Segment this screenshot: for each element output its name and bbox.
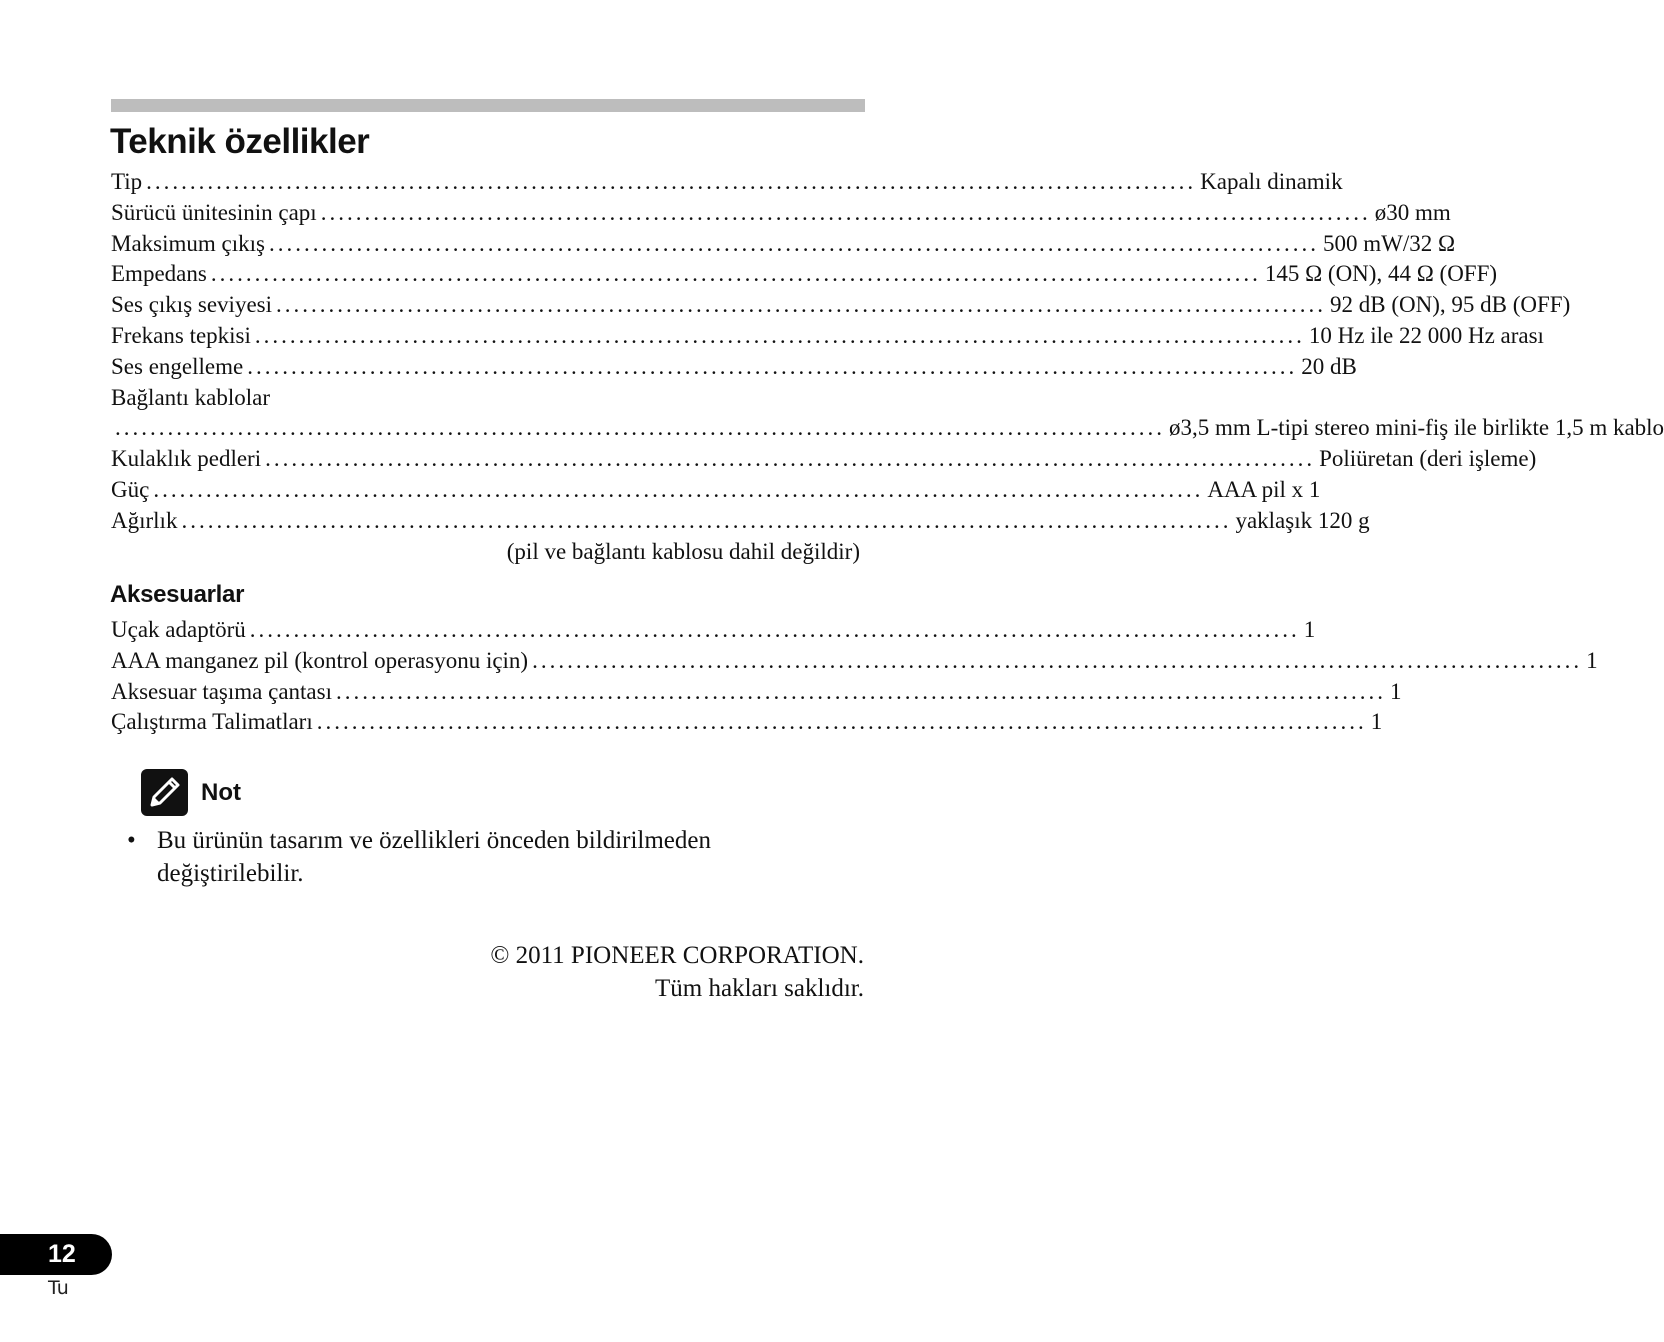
dot-leader: ........................................................................................................................ bbox=[254, 322, 1305, 348]
dot-leader: ........................................................................................................................ bbox=[146, 169, 1197, 194]
language-code: Tu bbox=[48, 1277, 69, 1299]
note-item bbox=[127, 824, 807, 890]
accessory-row-value: 1 bbox=[1586, 647, 1598, 673]
spec-row-value: 92 dB (ON), 95 dB (OFF) bbox=[1330, 292, 1571, 318]
spec-row-label: Frekans tepkisi bbox=[111, 322, 251, 348]
spec-row bbox=[111, 475, 1321, 506]
bullet: • bbox=[127, 827, 136, 854]
spec-row-label: Bağlantı kablolar bbox=[111, 384, 271, 410]
accessory-row-value: 1 bbox=[1370, 709, 1383, 735]
spec-row bbox=[111, 229, 1456, 260]
dot-leader: ........................................................................................................................ bbox=[276, 292, 1326, 318]
accessory-row bbox=[111, 677, 1402, 708]
dot-leader: ........................................................................................................................ bbox=[181, 507, 1232, 533]
dot-leader: ........................................................................................................................ bbox=[265, 446, 1316, 472]
spec-row-value: 500 mW/32 Ω bbox=[1322, 230, 1456, 256]
spec-row bbox=[111, 167, 1343, 198]
dot-leader: ........................................................................................................................ bbox=[532, 647, 1583, 673]
accessory-row-label: Çalıştırma Talimatları bbox=[111, 709, 313, 735]
spec-list bbox=[111, 167, 1664, 567]
spec-row-label: Ses engelleme bbox=[111, 353, 244, 379]
copyright bbox=[490, 939, 864, 1005]
spec-row-value: yaklaşık 120 g bbox=[1235, 507, 1370, 533]
spec-row bbox=[111, 352, 1357, 383]
dot-leader: ........................................................................................................................ bbox=[115, 415, 1165, 441]
note-title: Not bbox=[201, 779, 241, 806]
spec-row-label: Empedans bbox=[111, 261, 207, 287]
page-number-tab: 12 bbox=[0, 1234, 112, 1275]
accessory-row-value: 1 bbox=[1303, 617, 1316, 642]
accessory-row-label: AAA manganez pil (kontrol operasyonu için) bbox=[111, 647, 529, 673]
spec-row bbox=[111, 198, 1451, 229]
rights-line: Tüm hakları saklıdır. bbox=[655, 975, 864, 1002]
spec-row-value: Kapalı dinamik bbox=[1200, 169, 1343, 194]
accessory-row bbox=[111, 615, 1316, 646]
accessory-row-label: Aksesuar taşıma çantası bbox=[111, 678, 332, 704]
spec-row bbox=[111, 321, 1544, 352]
accessories-heading: Aksesuarlar bbox=[110, 581, 245, 608]
dot-leader: ........................................................................................................................ bbox=[210, 261, 1261, 287]
spec-row bbox=[111, 383, 860, 414]
spec-row-label: Tip bbox=[111, 169, 143, 194]
spec-row-value: ø3,5 mm L-tipi stereo mini-fiş ile birlikte 1,5 m kablo bbox=[1169, 415, 1664, 441]
dot-leader: ........................................................................................................................ bbox=[320, 199, 1371, 225]
accessory-row bbox=[111, 707, 1383, 738]
spec-row-value: (pil ve bağlantı kablosu dahil değildir) bbox=[506, 538, 860, 564]
page-title: Teknik özellikler bbox=[110, 122, 370, 161]
top-rule bbox=[111, 99, 865, 112]
spec-row-value: Poliüretan (deri işleme) bbox=[1319, 446, 1537, 472]
spec-row-label: Maksimum çıkış bbox=[111, 230, 265, 256]
copyright-line: © 2011 PIONEER CORPORATION. bbox=[490, 942, 864, 969]
accessory-row-value: 1 bbox=[1389, 678, 1402, 704]
accessories-list bbox=[111, 615, 1598, 738]
dot-leader: ........................................................................................................................ bbox=[153, 476, 1204, 502]
dot-leader: ........................................................................................................................ bbox=[249, 617, 1300, 642]
note-text: Bu ürünün tasarım ve özellikleri önceden bildirilmeden değiştirilebilir. bbox=[157, 827, 712, 887]
pencil-icon bbox=[141, 769, 188, 816]
accessory-row-label: Uçak adaptörü bbox=[111, 617, 246, 642]
spec-row bbox=[111, 506, 1370, 537]
dot-leader: ........................................................................................................................ bbox=[316, 709, 1367, 735]
spec-row bbox=[111, 413, 1664, 444]
spec-row-label: Ses çıkış seviyesi bbox=[111, 292, 272, 318]
spec-row-label: Ağırlık bbox=[111, 507, 178, 533]
spec-row bbox=[111, 290, 1571, 321]
spec-row-value: ø30 mm bbox=[1374, 199, 1451, 225]
spec-row bbox=[111, 537, 860, 568]
dot-leader: ........................................................................................................................ bbox=[247, 353, 1298, 379]
spec-row-value: AAA pil x 1 bbox=[1207, 476, 1321, 502]
spec-row-value: 10 Hz ile 22 000 Hz arası bbox=[1308, 322, 1544, 348]
accessory-row bbox=[111, 646, 1598, 677]
spec-row-label: Güç bbox=[111, 476, 150, 502]
spec-row-value: 20 dB bbox=[1301, 353, 1357, 379]
spec-row-value: 145 Ω (ON), 44 Ω (OFF) bbox=[1264, 261, 1498, 287]
spec-row-label: Kulaklık pedleri bbox=[111, 446, 262, 472]
spec-row-label: Sürücü ünitesinin çapı bbox=[111, 199, 317, 225]
dot-leader: ........................................................................................................................ bbox=[335, 678, 1386, 704]
spec-row bbox=[111, 444, 1537, 475]
spec-row bbox=[111, 259, 1498, 290]
dot-leader: ........................................................................................................................ bbox=[268, 230, 1319, 256]
